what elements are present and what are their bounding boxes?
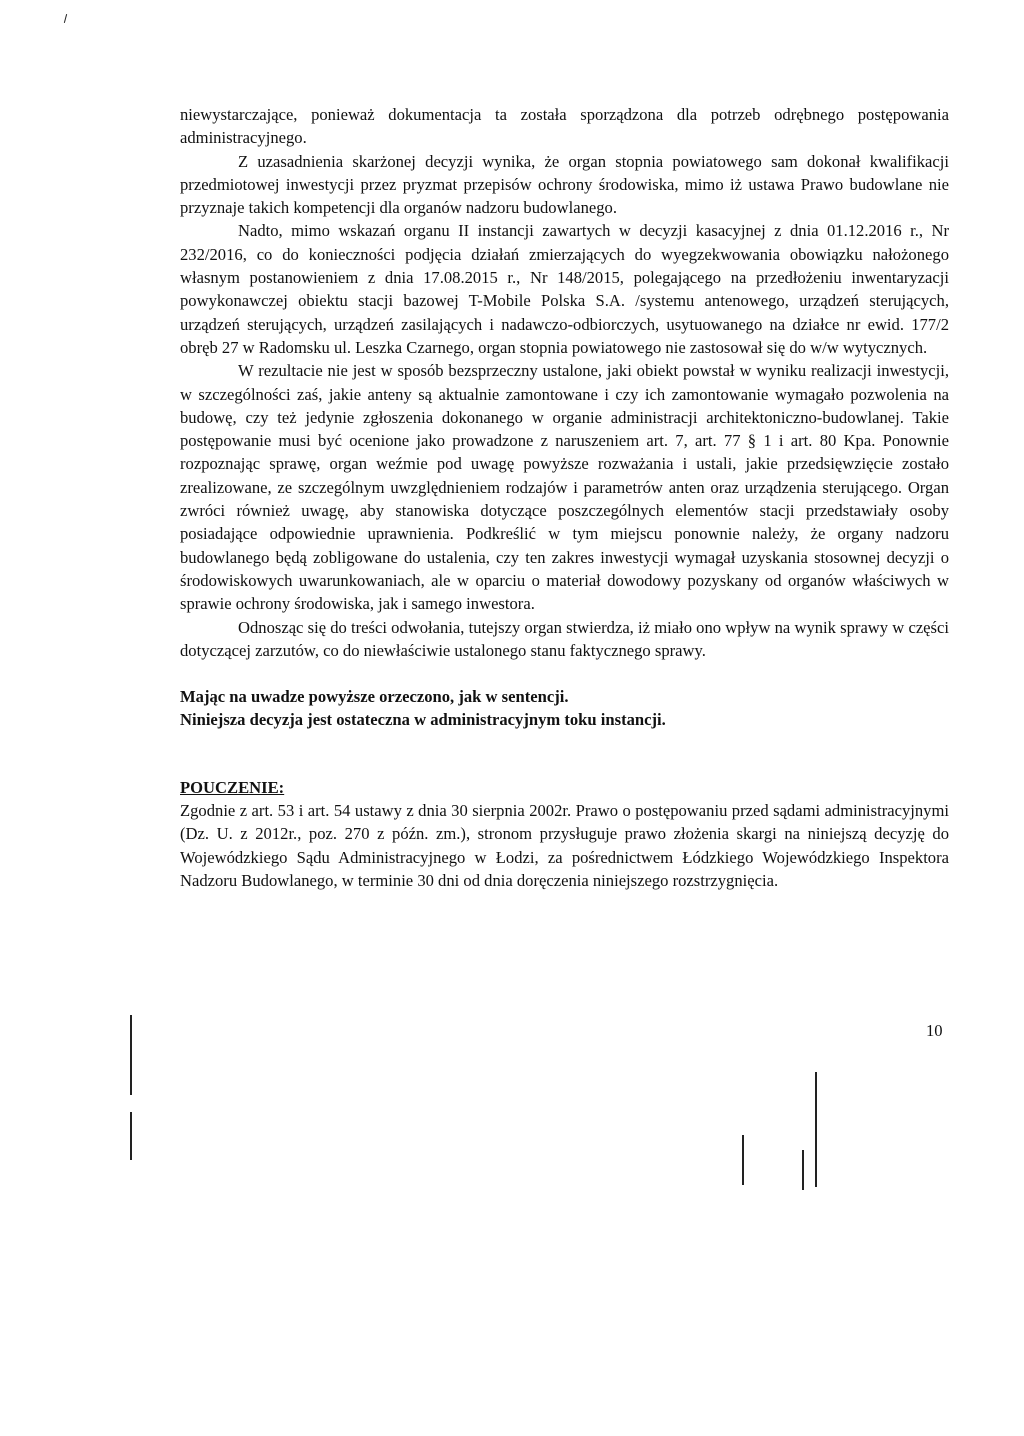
signature-stroke (742, 1135, 744, 1185)
conclusion-ruling: Mając na uwadze powyższe orzeczono, jak w sentencji. (180, 687, 569, 707)
instruction-text: Zgodnie z art. 53 i art. 54 ustawy z dnia 30 sierpnia 2002r. Prawo o postępowaniu przed sądami administracyjnymi (Dz. U. z 2012r., poz. 270 z późn. zm.), stronom przysługuje prawo złożenia skargi na niniejszą decyzję do Wojewódzkiego Sądu Administracyjnego w Łodzi, za pośrednictwem Łódzkiego Wojewódzkiego Inspektora Nadzoru Budowlanego, w terminie 30 dni od dnia doręczenia niniejszego rozstrzygnięcia. (180, 801, 949, 890)
paragraph-appeal-assessment: Odnosząc się do treści odwołania, tutejszy organ stwierdza, iż miało ono wpływ na wynik sprawy w części dotyczącej zarzutów, co do niewłaściwie ustalonego stanu faktycznego sprawy. (180, 617, 949, 660)
margin-line (130, 1112, 132, 1160)
paragraph-continuation: niewystarczające, ponieważ dokumentacja ta została sporządzona dla potrzeb odrębnego postępowania administracyjnego. (180, 105, 949, 148)
signature-stroke (815, 1072, 817, 1187)
paragraph-justification: Z uzasadnienia skarżonej decyzji wynika, że organ stopnia powiatowego sam dokonał kwalifikacji przedmiotowej inwestycji przez pryzmat przepisów ochrony środowiska, mimo iż ustawa Prawo budowlane nie przyznaje takich kompetencji dla organów nadzoru budowlanego. (180, 151, 949, 218)
paragraph-findings: W rezultacie nie jest w sposób bezsprzeczny ustalone, jaki obiekt powstał w wyniku realizacji inwestycji, w szczególności zaś, jakie anteny są aktualnie zamontowane i czy ich zamontowanie wymagało pozwolenia na budowę, czy też jedynie zgłoszenia dokonanego w organie administracji architektoniczno-budowlanej. Takie postępowanie musi być ocenione jako prowadzone z naruszeniem art. 7, art. 77 § 1 i art. 80 Kpa. Ponownie rozpoznając sprawę, organ weźmie pod uwagę powyższe rozważania i ustali, jakie przedsięwzięcie zostało zrealizowane, ze szczególnym uwzględnieniem rodzajów i parametrów anten oraz urządzenia sterującego. Organ zwróci również uwagę, aby stanowiska dotyczące poszczególnych elementów stacji przedstawiały osoby posiadające odpowiednie uprawnienia. Podkreślić w tym miejscu ponownie należy, że organy nadzoru budowlanego będą zobligowane do ustalenia, czy ten zakres inwestycji wymagał uzyskania stosownej decyzji o środowiskowych uwarunkowaniach, ale w oparciu o materiał dowodowy pozyskany od organów właściwych w sprawie ochrony środowiska, jak i samego inwestora. (180, 361, 949, 614)
document-body (180, 103, 949, 892)
instruction-heading: POUCZENIE: (180, 777, 285, 797)
paragraph-instructions-ignored: Nadto, mimo wskazań organu II instancji zawartych w decyzji kasacyjnej z dnia 01.12.2016 r., Nr 232/2016, co do konieczności podjęcia działań zmierzających do wyegzekwowania obowiązku nałożonego własnym postanowieniem z dnia 17.08.2015 r., Nr 148/2015, polegającego na przedłożeniu inwentaryzacji powykonawczej obiektu stacji bazowej T-Mobile Polska S.A. /systemu antenowego, urządzeń sterujących, urządzeń sterujących, urządzeń zasilających i nadawczo-odbiorczych, usytuowanego na działce nr ewid. 177/2 obręb 27 w Radomsku ul. Leszka Czarnego, organ stopnia powiatowego nie zastosował się do w/w wytycznych. (180, 221, 949, 357)
conclusion-finality: Niniejsza decyzja jest ostateczna w administracyjnym toku instancji. (180, 710, 666, 730)
margin-line (130, 1015, 132, 1095)
page-number: 10 (926, 1021, 943, 1040)
signature-stroke (802, 1150, 804, 1190)
scan-mark (64, 14, 67, 23)
